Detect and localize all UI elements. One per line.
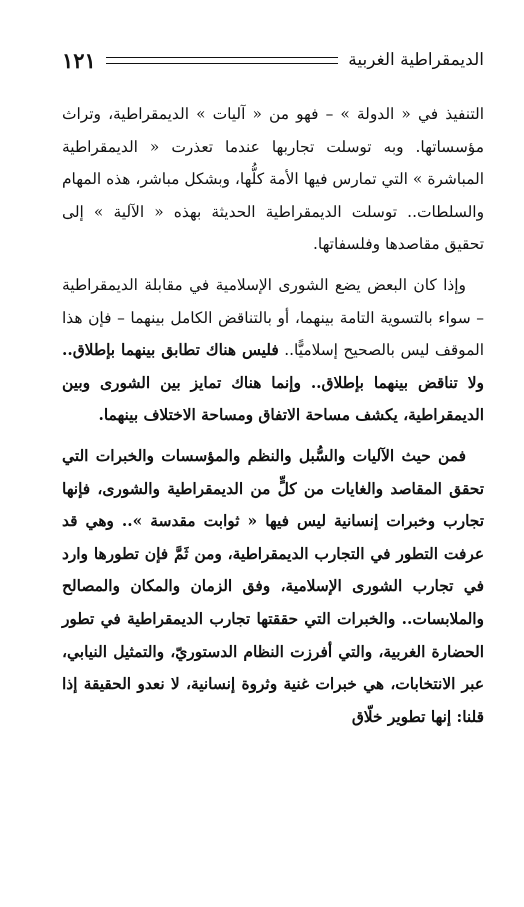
paragraph-2-bold-text: فليس هناك تطابق بينهما بإطلاق.. ولا تناقض بينهما بإطلاق.. وإنما هناك تمايز بين الشورى وبين الديمقراطية، يكشف مساحة الاتفاق ومساحة الاختلاف بينهما.: [62, 341, 484, 425]
paragraph-3: [62, 440, 484, 733]
page-number: ١٢١: [62, 47, 96, 73]
paragraph-1-text: التنفيذ في « الدولة » – فهو من « آليات » الديمقراطية، وتراث مؤسساتها. وبه توسلت تجاربها عندما تعذرت « الديمقراطية المباشرة » التي تمارس فيها الأمة كلُّها، وبشكل مباشر، هذه المهام والسلطات.. توسلت الديمقراطية الحديثة بهذه « الآلية » إلى تحقيق مقاصدها وفلسفاتها.: [62, 105, 484, 254]
paragraph-2: [62, 269, 484, 432]
body-text: [62, 98, 484, 733]
paragraph-1: [62, 98, 484, 261]
running-header: [62, 44, 484, 76]
paragraph-3-bold-text: فمن حيث الآليات والسُّبل والنظم والمؤسسات والخبرات التي تحقق المقاصد والغايات من كلٍّ من الديمقراطية والشورى، فإنها تجارب وخبرات إنسانية ليس فيها « ثوابت مقدسة ».. وهي قد عرفت التطور في التجارب الديمقراطية، ومن ثَمَّ فإن تطورها وارد في تجارب الشورى الإسلامية، وفق الزمان والمكان والمصالح والملابسات.. والخبرات التي حققتها تجارب الديمقراطية في تطور الحضارة الغربية، والتي أفرزت النظام الدستوريّ، والتمثيل النيابي، عبر الانتخابات، هي خبرات غنية وثروة إنسانية، لا نعدو الحقيقة إذا قلنا: إنها تطوير خلّاق: [62, 446, 484, 726]
header-title: الديمقراطية الغربية: [348, 50, 484, 70]
header-double-rule: [106, 57, 338, 64]
paragraph-2-text: وإذا كان البعض يضع الشورى الإسلامية في مقابلة الديمقراطية – سواء بالتسوية التامة بينهما، أو بالتناقض الكامل بينهما – فإن هذا الموقف ليس بالصحيح إسلاميًّا..: [62, 275, 484, 360]
